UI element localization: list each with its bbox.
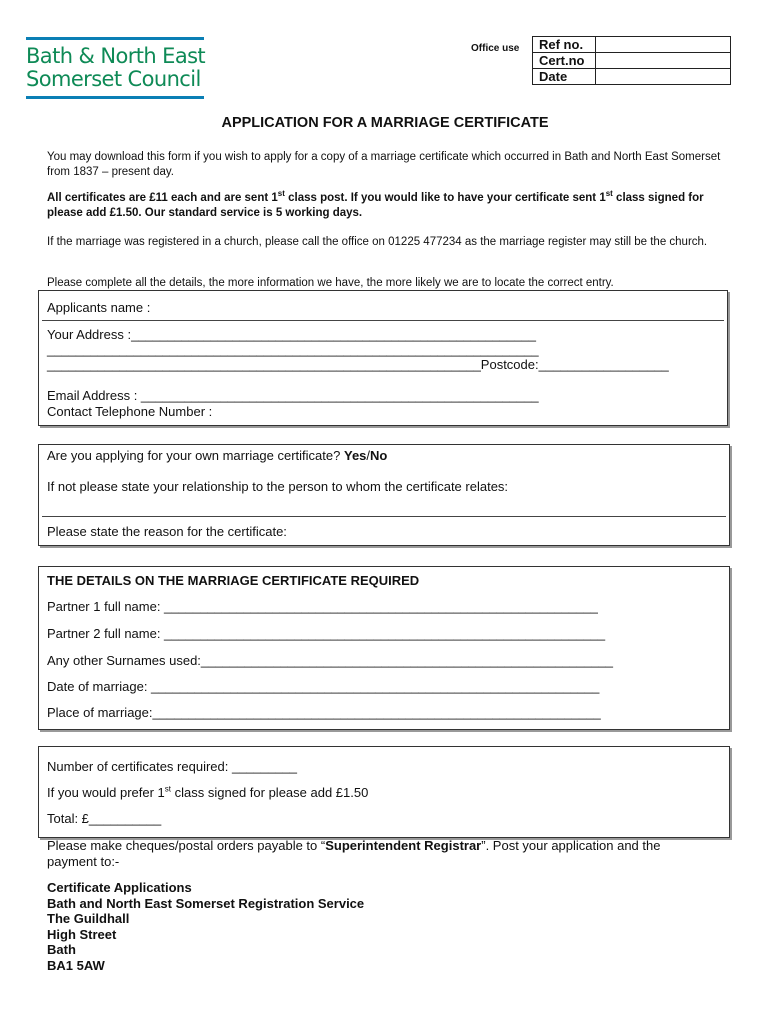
cert-no-label: Cert.no bbox=[533, 53, 596, 69]
number-of-certificates-field[interactable]: Number of certificates required: _________ bbox=[47, 759, 298, 774]
applicant-divider bbox=[42, 320, 724, 321]
office-row-date bbox=[533, 69, 731, 85]
prefer-sup: st bbox=[164, 784, 172, 794]
fees-sup-2: st bbox=[605, 189, 613, 199]
applicants-name-field[interactable]: Applicants name : bbox=[47, 300, 151, 315]
office-row-cert bbox=[533, 53, 731, 69]
date-of-marriage-field[interactable]: Date of marriage: ______________________________________________________________ bbox=[47, 679, 600, 694]
own-certificate-box bbox=[38, 444, 730, 546]
payee-name: Superintendent Registrar bbox=[325, 838, 482, 853]
logo-line-2: Somerset Council bbox=[26, 67, 201, 91]
yes-option[interactable]: Yes bbox=[343, 448, 367, 463]
address-line: The Guildhall bbox=[47, 911, 130, 927]
cheques-line-2: payment to:- bbox=[47, 854, 120, 869]
fees-text-a: All certificates are £11 each and are sent 1 bbox=[47, 192, 278, 204]
address-line: Bath and North East Somerset Registration Service bbox=[47, 895, 365, 911]
council-logo bbox=[26, 37, 204, 99]
signed-for-note bbox=[47, 785, 368, 800]
postal-address bbox=[47, 880, 364, 974]
cheques-line-1 bbox=[47, 838, 660, 853]
intro-paragraph-complete: Please complete all the details, the more information we have, the more likely we are to locate the correct entry. bbox=[47, 277, 614, 289]
cheques-text-b: ”. Post your application and the bbox=[481, 838, 661, 853]
address-postcode-field[interactable]: ____________________________________________________________Postcode:__________________ bbox=[47, 357, 669, 372]
date-label: Date bbox=[533, 69, 596, 85]
prefer-text-a: If you would prefer 1 bbox=[47, 785, 165, 800]
place-of-marriage-field[interactable]: Place of marriage:______________________________________________________________ bbox=[47, 705, 601, 720]
own-question-text: Are you applying for your own marriage certificate? bbox=[47, 448, 344, 463]
reason-field[interactable]: Please state the reason for the certificate: bbox=[47, 524, 287, 539]
cheques-text-a: Please make cheques/postal orders payable to “ bbox=[47, 838, 326, 853]
date-field[interactable] bbox=[596, 69, 731, 85]
details-heading: THE DETAILS ON THE MARRIAGE CERTIFICATE REQUIRED bbox=[47, 573, 420, 588]
office-row-ref bbox=[533, 37, 731, 53]
applicant-box bbox=[38, 290, 728, 426]
own-box-divider bbox=[42, 516, 726, 517]
payment-box bbox=[38, 746, 730, 838]
total-field[interactable]: Total: £__________ bbox=[47, 811, 162, 826]
address-line-1-field[interactable]: Your Address :________________________________________________________ bbox=[47, 327, 536, 342]
telephone-field[interactable]: Contact Telephone Number : bbox=[47, 404, 213, 419]
other-surnames-field[interactable]: Any other Surnames used:_________________________________________________________ bbox=[47, 653, 614, 668]
address-line: High Street bbox=[47, 926, 117, 942]
logo-top-rule bbox=[26, 37, 204, 40]
address-line: Bath bbox=[47, 942, 76, 958]
yes-no-slash: / bbox=[366, 448, 371, 463]
logo-line-1: Bath & North East bbox=[26, 44, 206, 68]
page-title: APPLICATION FOR A MARRIAGE CERTIFICATE bbox=[221, 115, 549, 131]
intro-paragraph-church: If the marriage was registered in a church, please call the office on 01225 477234 as the marriage register may still be the church. bbox=[47, 236, 708, 248]
no-option[interactable]: No bbox=[370, 448, 388, 463]
address-line: BA1 5AW bbox=[47, 957, 105, 973]
relationship-field[interactable]: If not please state your relationship to the person to whom the certificate relates: bbox=[47, 479, 509, 494]
logo-bottom-rule bbox=[26, 96, 204, 99]
intro-paragraph-1: You may download this form if you wish to apply for a copy of a marriage certificate which occurred in Bath and North East Somerset from 1837 – present day. bbox=[47, 151, 721, 178]
fees-text-c: class signed for please add £1.50. Our standard service is 5 working days. bbox=[47, 192, 704, 219]
fees-sup-1: st bbox=[277, 189, 285, 199]
own-certificate-question bbox=[47, 448, 387, 463]
address-line: Certificate Applications bbox=[47, 880, 192, 895]
email-field[interactable]: Email Address : _______________________________________________________ bbox=[47, 388, 539, 403]
partner-1-name-field[interactable]: Partner 1 full name: ____________________________________________________________ bbox=[47, 599, 598, 614]
office-use-label: Office use bbox=[471, 43, 520, 54]
cert-no-field[interactable] bbox=[596, 53, 731, 69]
ref-no-field[interactable] bbox=[596, 37, 731, 53]
intro-paragraph-fees bbox=[47, 191, 727, 221]
fees-text-b: class post. If you would like to have your certificate sent 1 bbox=[284, 192, 606, 204]
marriage-details-box bbox=[38, 566, 730, 730]
partner-2-name-field[interactable]: Partner 2 full name: _____________________________________________________________ bbox=[47, 626, 606, 641]
office-use-table bbox=[532, 36, 731, 85]
prefer-text-b: class signed for please add £1.50 bbox=[171, 785, 369, 800]
ref-no-label: Ref no. bbox=[533, 37, 596, 53]
address-line-2-field[interactable]: ____________________________________________________________________ bbox=[47, 342, 539, 357]
